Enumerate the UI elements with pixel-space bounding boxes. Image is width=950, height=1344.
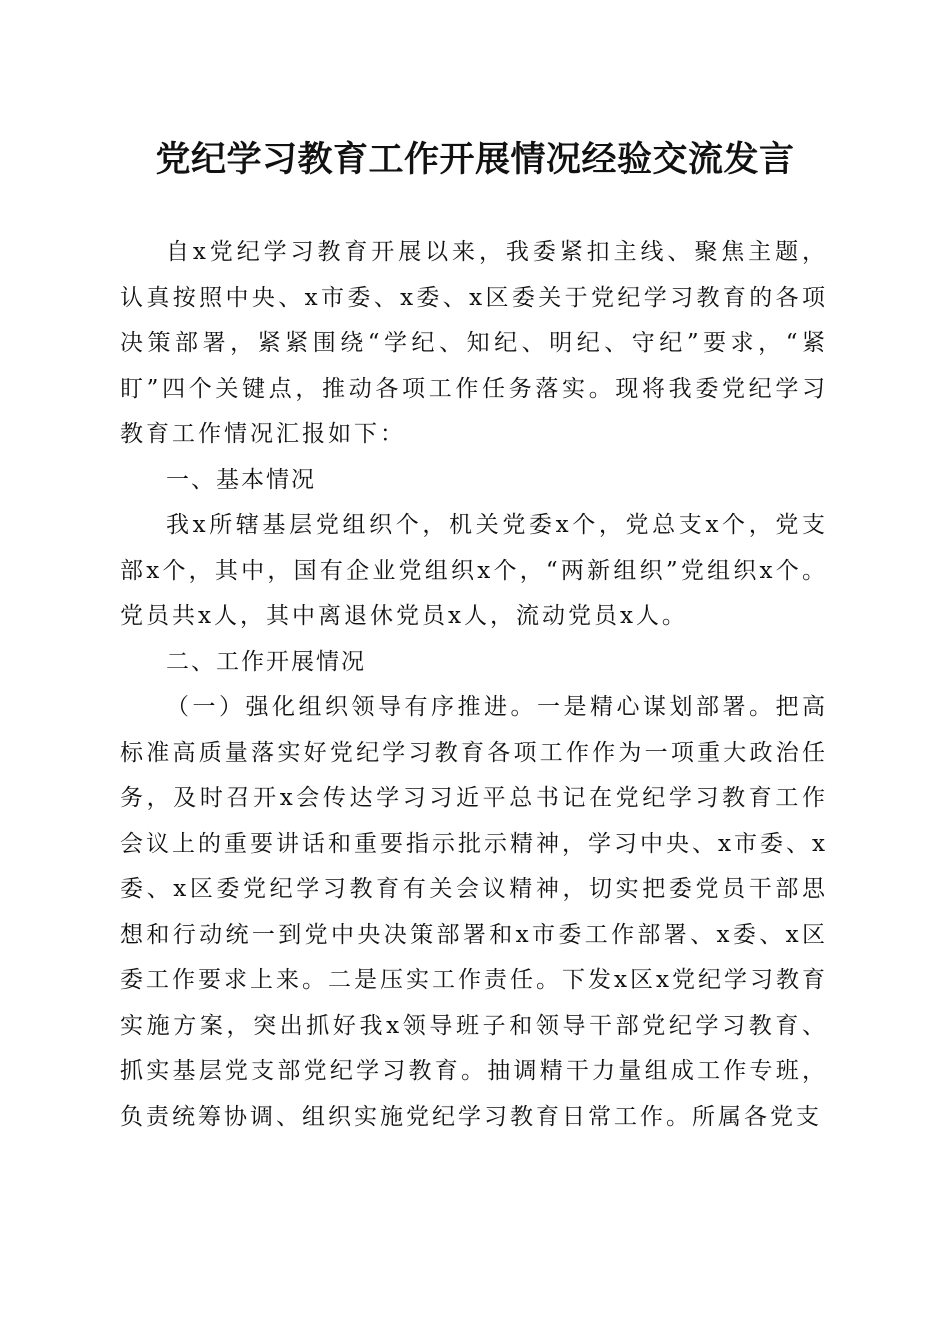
section-heading-basic: 一、基本情况: [166, 466, 316, 493]
section-paragraph-work: （一）强化组织领导有序推进。一是精心谋划部署。把高标准高质量落实好党纪学习教育各项工作作为一项重大政治任务，及时召开x会传达学习习近平总书记在党纪学习教育工作会议上的重要讲话和重要指示批示精神，学习中央、x市委、x委、x区委党纪学习教育有关会议精神，切实把委党员干部思想和行动统一到党中央决策部署和x市委工作部署、x委、x区委工作要求上来。二是压实工作责任。下发x区x党纪学习教育实施方案，突出抓好我x领导班子和领导干部党纪学习教育、抓实基层党支部党纪学习教育。抽调精干力量组成工作专班，负责统筹协调、组织实施党纪学习教育日常工作。所属各党支: [120, 694, 828, 1130]
document-title: 党纪学习教育工作开展情况经验交流发言: [155, 139, 795, 180]
intro-paragraph: 自x党纪学习教育开展以来，我委紧扣主线、聚焦主题，认真按照中央、x市委、x委、x区委关于党纪学习教育的各项决策部署，紧紧围绕“学纪、知纪、明纪、守纪”要求，“紧盯”四个关键点，推动各项工作任务落实。现将我委党纪学习教育工作情况汇报如下：: [120, 239, 828, 447]
document-body: [120, 230, 828, 1140]
section-paragraph-basic: 我x所辖基层党组织个，机关党委x个，党总支x个，党支部x个，其中，国有企业党组织x个，“两新组织”党组织x个。党员共x人，其中离退休党员x人，流动党员x人。: [120, 512, 828, 629]
section-heading-work: 二、工作开展情况: [166, 648, 366, 675]
